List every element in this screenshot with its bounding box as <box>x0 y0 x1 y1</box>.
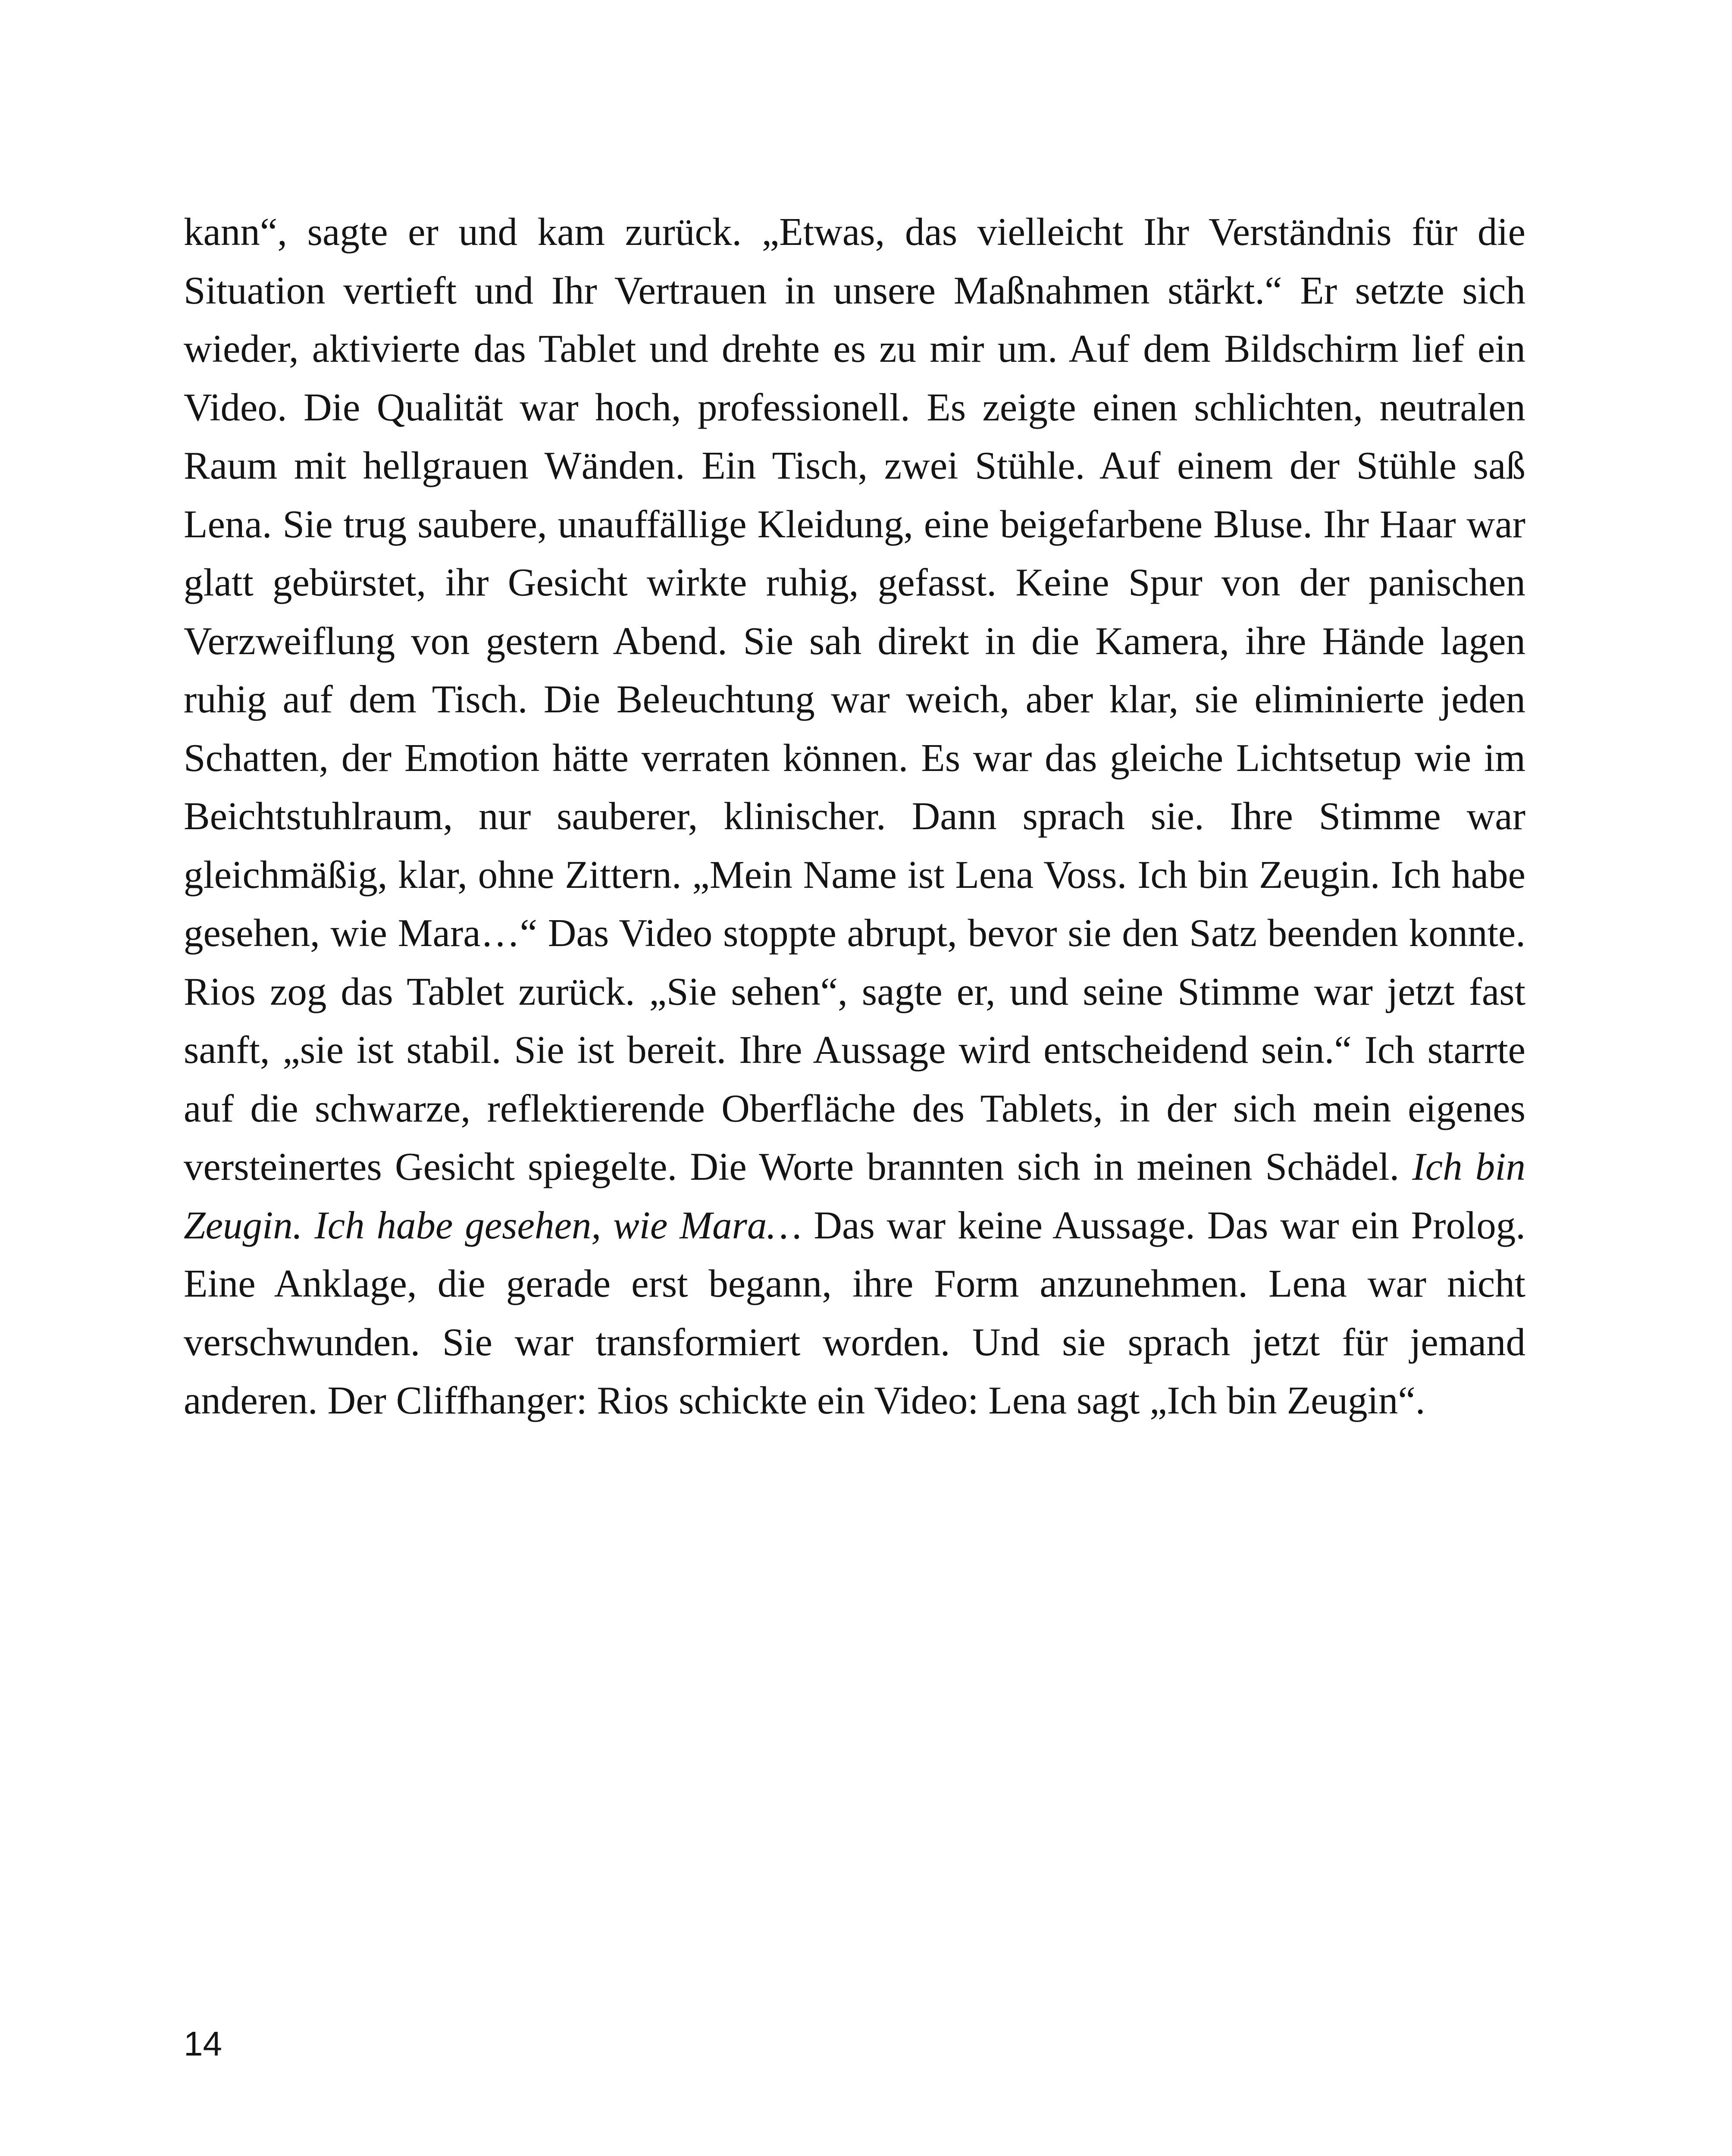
body-paragraph <box>184 203 1525 1430</box>
paragraph-text-start: kann“, sagte er und kam zurück. „Etwas, das vielleicht Ihr Verständnis für die Situation vertieft und Ihr Vertrauen in unsere Maßnahmen stärkt.“ Er setzte sich wieder, aktivierte das Tablet und drehte es zu mir um. Auf dem Bildschirm lief ein Video. Die Qualität war hoch, professionell. Es zeigte einen schlichten, neutralen Raum mit hellgrauen Wänden. Ein Tisch, zwei Stühle. Auf einem der Stühle saß Lena. Sie trug saubere, unauffällige Kleidung, eine beigefarbene Bluse. Ihr Haar war glatt gebürstet, ihr Gesicht wirkte ruhig, gefasst. Keine Spur von der panischen Verzweiflung von gestern Abend. Sie sah direkt in die Kamera, ihre Hände lagen ruhig auf dem Tisch. Die Beleuchtung war weich, aber klar, sie eliminierte jeden Schatten, der Emotion hätte verraten können. Es war das gleiche Lichtsetup wie im Beichtstuhlraum, nur sauberer, klinischer. Dann sprach sie. Ihre Stimme war gleichmäßig, klar, ohne Zittern. „Mein Name ist Lena Voss. Ich bin Zeugin. Ich habe gesehen, wie Mara…“ Das Video stoppte abrupt, bevor sie den Satz beenden konnte. Rios zog das Tablet zurück. „Sie sehen“, sagte er, und seine Stimme war jetzt fast sanft, „sie ist stabil. Sie ist bereit. Ihre Aussage wird entscheidend sein.“ Ich starrte auf die schwarze, reflektierende Oberfläche des Tablets, in der sich mein eigenes versteinertes Gesicht spiegelte. Die Worte brannten sich in meinen Schädel. <box>184 210 1525 1188</box>
italic-quote: Ich bin Zeugin. Ich habe gesehen, wie Mara… <box>184 1145 1525 1247</box>
page-number: 14 <box>184 2024 222 2063</box>
paragraph-text-end: Das war keine Aussage. Das war ein Prolog. Eine Anklage, die gerade erst begann, ihre Form anzunehmen. Lena war nicht verschwunden. Sie war transformiert worden. Und sie sprach jetzt für jemand anderen. Der Cliffhanger: Rios schickte ein Video: Lena sagt „Ich bin Zeugin“. <box>184 1203 1525 1422</box>
